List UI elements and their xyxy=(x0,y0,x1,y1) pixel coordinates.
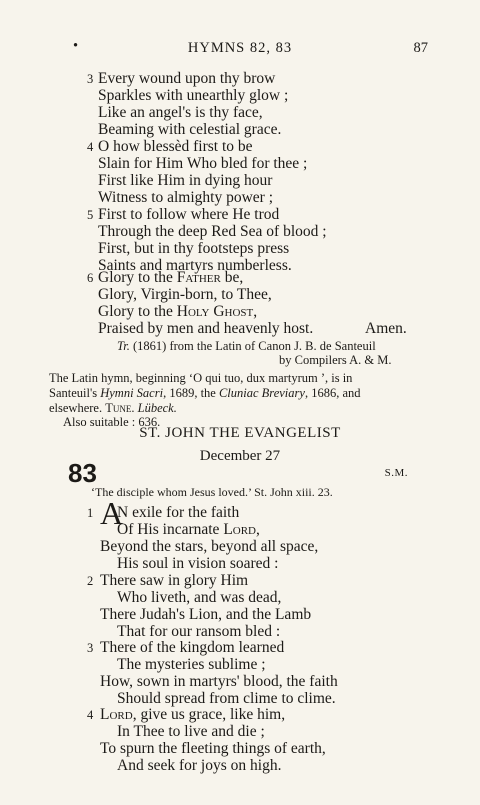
translation-credit: Tr. (1861) from the Latin of Canon J. B. de Santeuil xyxy=(117,339,376,353)
verse-number: 1 xyxy=(87,506,94,520)
verse-line: Slain for Him Who bled for thee ; xyxy=(98,155,308,172)
verse-line: Through the deep Red Sea of blood ; xyxy=(98,223,327,240)
verse-line: Glory, Virgin-born, to Thee, xyxy=(98,286,272,303)
verse-line: Beyond the stars, beyond all space, xyxy=(100,538,319,555)
amen: Amen. xyxy=(365,320,407,337)
header-title: HYMNS 82, 83 xyxy=(187,40,293,56)
verse-line: To spurn the fleeting things of earth, xyxy=(100,740,326,757)
verse-line: First like Him in dying hour xyxy=(98,172,273,189)
verse-number: 3 xyxy=(87,641,94,655)
verse-line: Glory to the Father be, xyxy=(98,269,244,286)
also-suitable: Also suitable : 636. xyxy=(63,415,161,429)
verse-line: There of the kingdom learned xyxy=(100,639,285,656)
verse-line: There saw in glory Him xyxy=(100,572,249,589)
verse-line: There Judah's Lion, and the Lamb xyxy=(100,606,312,623)
hymn-number: 83 xyxy=(68,458,97,488)
verse-line: Saints and martyrs numberless. xyxy=(98,257,292,274)
page-number: 87 xyxy=(413,40,428,56)
verse-line: Should spread from clime to clime. xyxy=(117,690,336,707)
drop-cap: A xyxy=(100,495,124,531)
verse-number: 4 xyxy=(87,708,94,722)
verse-number: 3 xyxy=(87,72,94,86)
tune-note: elsewhere. Tune. Lübeck. xyxy=(49,401,177,415)
translation-credit-line2: by Compilers A. & M. xyxy=(279,353,392,367)
verse-line: Beaming with celestial grace. xyxy=(98,121,282,138)
verse-line: Like an angel's is thy face, xyxy=(98,104,263,121)
verse-line: In Thee to live and die ; xyxy=(117,723,265,740)
meter: S.M. xyxy=(384,467,408,479)
verse-line: N exile for the faith xyxy=(117,504,240,521)
verse-line: That for our ransom bled : xyxy=(117,623,281,640)
header-dot: • xyxy=(73,38,79,54)
verse-line: Praised by men and heavenly host. xyxy=(98,320,314,337)
source-note: Santeuil's Hymni Sacri, 1689, the Cluniac Breviary, 1686, and xyxy=(49,386,361,400)
verse-number: 6 xyxy=(87,271,94,285)
section-title: ST. JOHN THE EVANGELIST xyxy=(139,425,341,441)
verse-line: Of His incarnate Lord, xyxy=(117,521,260,538)
verse-number: 4 xyxy=(87,140,94,154)
verse-line: First to follow where He trod xyxy=(98,206,280,223)
verse-line: The mysteries sublime ; xyxy=(117,656,266,673)
verse-line: Lord, give us grace, like him, xyxy=(100,706,286,723)
verse-line: How, sown in martyrs' blood, the faith xyxy=(100,673,338,690)
verse-number: 5 xyxy=(87,208,94,222)
verse-line: Every wound upon thy brow xyxy=(98,70,276,87)
verse-line: O how blessèd first to be xyxy=(98,138,253,155)
verse-line: Sparkles with unearthly glow ; xyxy=(98,87,289,104)
source-note: The Latin hymn, beginning ‘O qui tuo, dux martyrum ’, is in xyxy=(49,371,353,385)
feast-date: December 27 xyxy=(199,448,281,464)
verse-line: Glory to the Holy Ghost, xyxy=(98,303,258,320)
verse-line: Witness to almighty power ; xyxy=(98,189,274,206)
verse-line: First, but in thy footsteps press xyxy=(98,240,290,257)
epigraph: ‘The disciple whom Jesus loved.’ St. John xiii. 23. xyxy=(91,485,333,499)
verse-number: 2 xyxy=(87,574,94,588)
running-header xyxy=(0,40,480,60)
verse-line: Who liveth, and was dead, xyxy=(117,589,282,606)
verse-line: His soul in vision soared : xyxy=(117,555,279,572)
verse-line: And seek for joys on high. xyxy=(117,757,282,774)
